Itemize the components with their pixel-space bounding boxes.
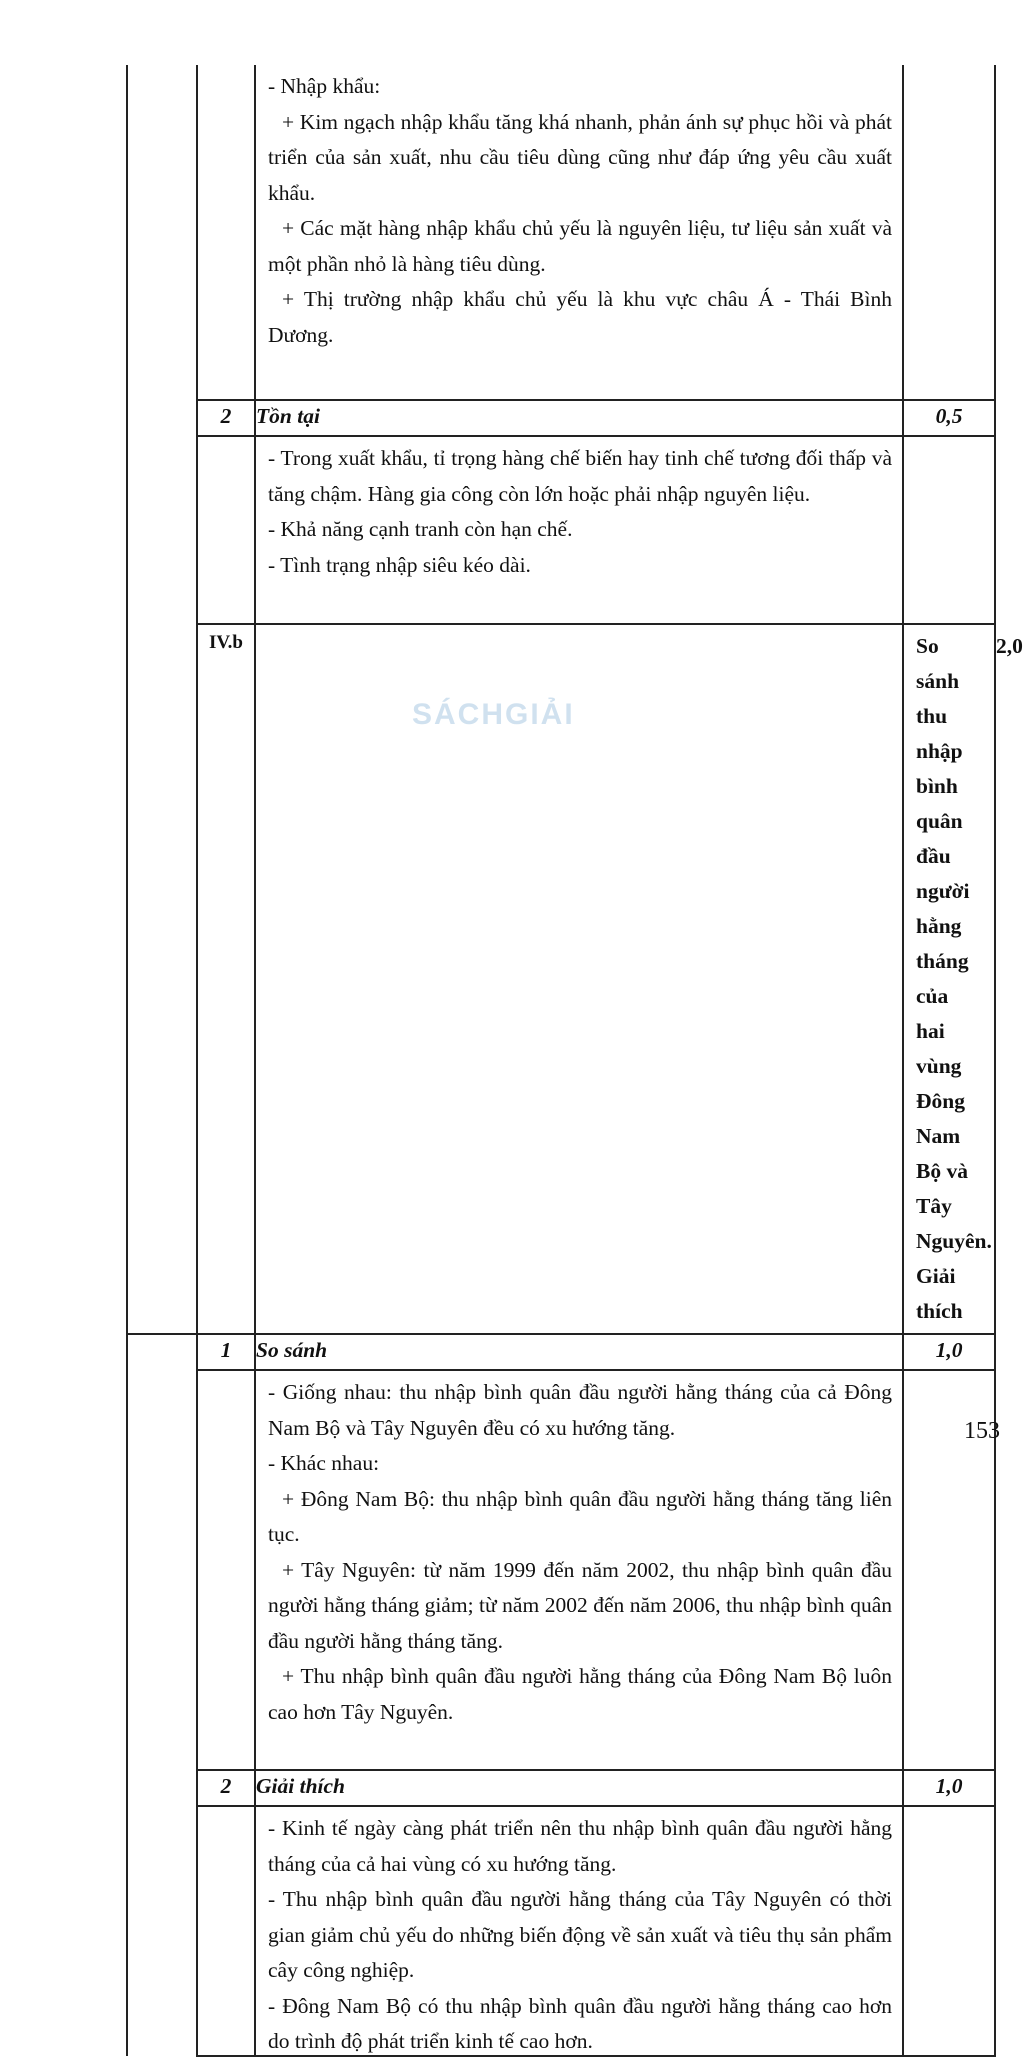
score-value: 1,0	[903, 1770, 995, 1806]
table-row	[127, 1770, 995, 1806]
paragraph: - Khác nhau:	[268, 1451, 380, 1475]
score-cell	[903, 65, 995, 400]
section-title: Giải thích	[255, 1770, 903, 1806]
question-code: IV.b	[197, 624, 255, 1334]
table-row	[127, 1370, 995, 1770]
score-value: 1,0	[903, 1334, 995, 1370]
section-title: Tồn tại	[255, 400, 903, 436]
table-row	[127, 400, 995, 436]
sub-cell	[255, 624, 903, 1334]
sub-number: 2	[197, 1770, 255, 1806]
paragraph: - Trong xuất khẩu, tỉ trọng hàng chế biến hay tinh chế tương đối thấp và tăng chậm. Hàng gia công còn lớn hoặc phải nhập nguyên liệu.	[268, 446, 892, 506]
sub-cell	[197, 1806, 255, 2056]
page-number: 153	[964, 1418, 1000, 1444]
paragraph: - Nhập khẩu:	[268, 74, 381, 98]
watermark: SÁCHGIẢI	[412, 698, 575, 731]
answer-table	[126, 65, 1023, 2057]
score-cell	[903, 1806, 995, 2056]
sub-number: 2	[197, 400, 255, 436]
paragraph: - Giống nhau: thu nhập bình quân đầu người hằng tháng của cả Đông Nam Bộ và Tây Nguyên đều có xu hướng tăng.	[268, 1380, 892, 1440]
content-cell	[255, 1370, 903, 1770]
score-value: 0,5	[903, 400, 995, 436]
table-row	[127, 1806, 995, 2056]
sub-cell	[197, 65, 255, 400]
paragraph: - Khả năng cạnh tranh còn hạn chế.	[268, 517, 573, 541]
content-cell	[255, 65, 903, 400]
paragraph: - Kinh tế ngày càng phát triển nên thu nhập bình quân đầu người hằng tháng của cả hai vùng có xu hướng tăng.	[268, 1816, 892, 1876]
paragraph: - Đông Nam Bộ có thu nhập bình quân đầu người hằng tháng cao hơn do trình độ phát triển kinh tế cao hơn.	[268, 1993, 892, 2053]
paragraph: + Các mặt hàng nhập khẩu chủ yếu là nguyên liệu, tư liệu sản xuất và một phần nhỏ là hàng tiêu dùng.	[268, 216, 892, 276]
paragraph: + Thu nhập bình quân đầu người hằng tháng của Đông Nam Bộ luôn cao hơn Tây Nguyên.	[268, 1664, 892, 1724]
section-title: So sánh	[255, 1334, 903, 1370]
sub-cell	[197, 1370, 255, 1770]
sub-cell	[197, 436, 255, 624]
question-title: So sánh thu nhập bình quân đầu người hằng tháng của hai vùng Đông Nam Bộ và Tây Nguyên. Giải thích	[903, 624, 995, 1334]
paragraph: - Tình trạng nhập siêu kéo dài.	[268, 552, 531, 577]
paragraph: + Kim ngạch nhập khẩu tăng khá nhanh, phản ánh sự phục hồi và phát triển của sản xuất, nhu cầu tiêu dùng cũng như đáp ứng yêu cầu xuất khẩu.	[268, 109, 892, 205]
table-row	[127, 1334, 995, 1370]
paragraph: + Thị trường nhập khẩu chủ yếu là khu vực châu Á - Thái Bình Dương.	[268, 287, 892, 347]
score-cell	[903, 436, 995, 624]
sub-number: 1	[197, 1334, 255, 1370]
table-row: IV.b So sánh thu nhập bình quân đầu người hằng tháng của hai vùng Đông Nam Bộ và Tây Nguyên. Giải thích 2,0	[127, 624, 995, 1334]
table-row	[127, 436, 995, 624]
paragraph: - Thu nhập bình quân đầu người hằng tháng của Tây Nguyên có thời gian giảm chủ yếu do những biến động về sản xuất và tiêu thụ sản phẩm cây công nghiệp.	[268, 1887, 892, 1982]
code-cell	[127, 65, 197, 1334]
code-cell	[127, 1334, 197, 2056]
content-cell	[255, 436, 903, 624]
content-cell	[255, 1806, 903, 2056]
paragraph: + Tây Nguyên: từ năm 1999 đến năm 2002, thu nhập bình quân đầu người hằng tháng giảm; từ năm 2002 đến năm 2006, thu nhập bình quân đầu người hằng tháng tăng.	[268, 1557, 892, 1653]
paragraph: + Đông Nam Bộ: thu nhập bình quân đầu người hằng tháng tăng liên tục.	[268, 1486, 892, 1546]
table-row	[127, 65, 995, 400]
